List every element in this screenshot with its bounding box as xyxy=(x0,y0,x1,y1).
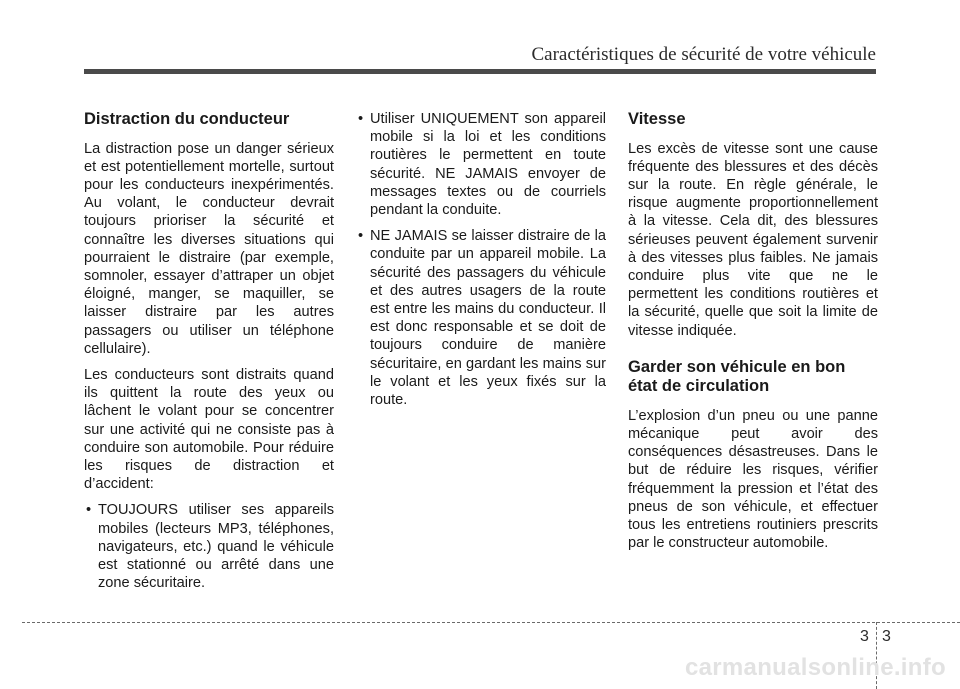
bullet-glyph: • xyxy=(86,502,92,519)
column-3 xyxy=(628,110,878,560)
bullet-glyph: • xyxy=(358,228,364,245)
section-heading-vitesse: Vitesse xyxy=(628,110,686,128)
list-item-text: TOUJOURS utiliser ses appareils mobiles (lecteurs MP3, téléphones, navigateurs, etc.) quand le véhicule est stationné ou arrêté dans une zone sécuritaire. xyxy=(98,502,334,592)
section-heading-distraction: Distraction du conducteur xyxy=(84,110,290,128)
paragraph: La distraction pose un danger sérieux et est potentiellement mortelle, surtout pour les conducteurs inexpérimentés. Au volant, le conducteur devrait toujours prioriser la sécurité et connaître les diverses situations qui pourraient le distraire (par exemple, somnoler, essayer d’attraper un objet éloigné, manger, se maquiller, se laisser distraire par les autres passagers ou utiliser un téléphone cellulaire). xyxy=(84,140,334,357)
header-rule xyxy=(84,69,876,74)
column-1 xyxy=(84,110,334,600)
watermark: carmanualsonline.info xyxy=(684,654,946,681)
header-title: Caractéristiques de sécurité de votre véhicule xyxy=(531,44,876,65)
bullet-glyph: • xyxy=(358,111,364,127)
section-heading-entretien: Garder son véhicule en bon état de circulation xyxy=(628,357,846,396)
bullet-list xyxy=(84,501,334,592)
list-item-text: Utiliser UNIQUEMENT son appareil mobile si la loi et les conditions routières le permettent en toute sécurité. NE JAMAIS envoyer de messages textes ou de courriels pendant la conduite. xyxy=(370,111,606,219)
footer-rule xyxy=(22,622,960,623)
list-item xyxy=(356,110,606,219)
paragraph: Les conducteurs sont distraits quand ils quittent la route des yeux ou lâchent le volant pour se concentrer sur une activité qui ne consiste pas à conduire son automobile. Pour réduire les risques de distraction et d’accident: xyxy=(84,366,334,493)
list-item xyxy=(84,501,334,592)
paragraph: L’explosion d’un pneu ou une panne mécanique peut avoir des conséquences désastreuses. Dans le but de réduire les risques, vérifier fréquemment la pression et l’état des pneus de son véhicule, et effectuer tous les entretiens routiniers prescrits par le constructeur automobile. xyxy=(628,407,878,552)
page-number: 3 xyxy=(882,628,891,645)
bullet-list xyxy=(356,110,606,409)
list-item-text: NE JAMAIS se laisser distraire de la conduite par un appareil mobile. La sécurité des passagers du véhicule et des autres usagers de la route est entre les mains du conducteur. Il est donc responsable et se doit de toujours conduire de manière sécuritaire, en gardant les mains sur le volant et les yeux fixés sur la route. xyxy=(370,228,606,409)
column-2 xyxy=(356,110,606,417)
paragraph: Les excès de vitesse sont une cause fréquente des blessures et des décès sur la route. En règle générale, le risque augmente proportionnellement à la vitesse. Cela dit, des blessures sérieuses peuvent également survenir à des vitesses plus faibles. Ne jamais conduire plus vite que ne le permettent les conditions routières et la sécurité, quelle que soit la limite de vitesse indiquée. xyxy=(628,140,878,339)
list-item xyxy=(356,227,606,409)
chapter-number: 3 xyxy=(860,628,869,645)
